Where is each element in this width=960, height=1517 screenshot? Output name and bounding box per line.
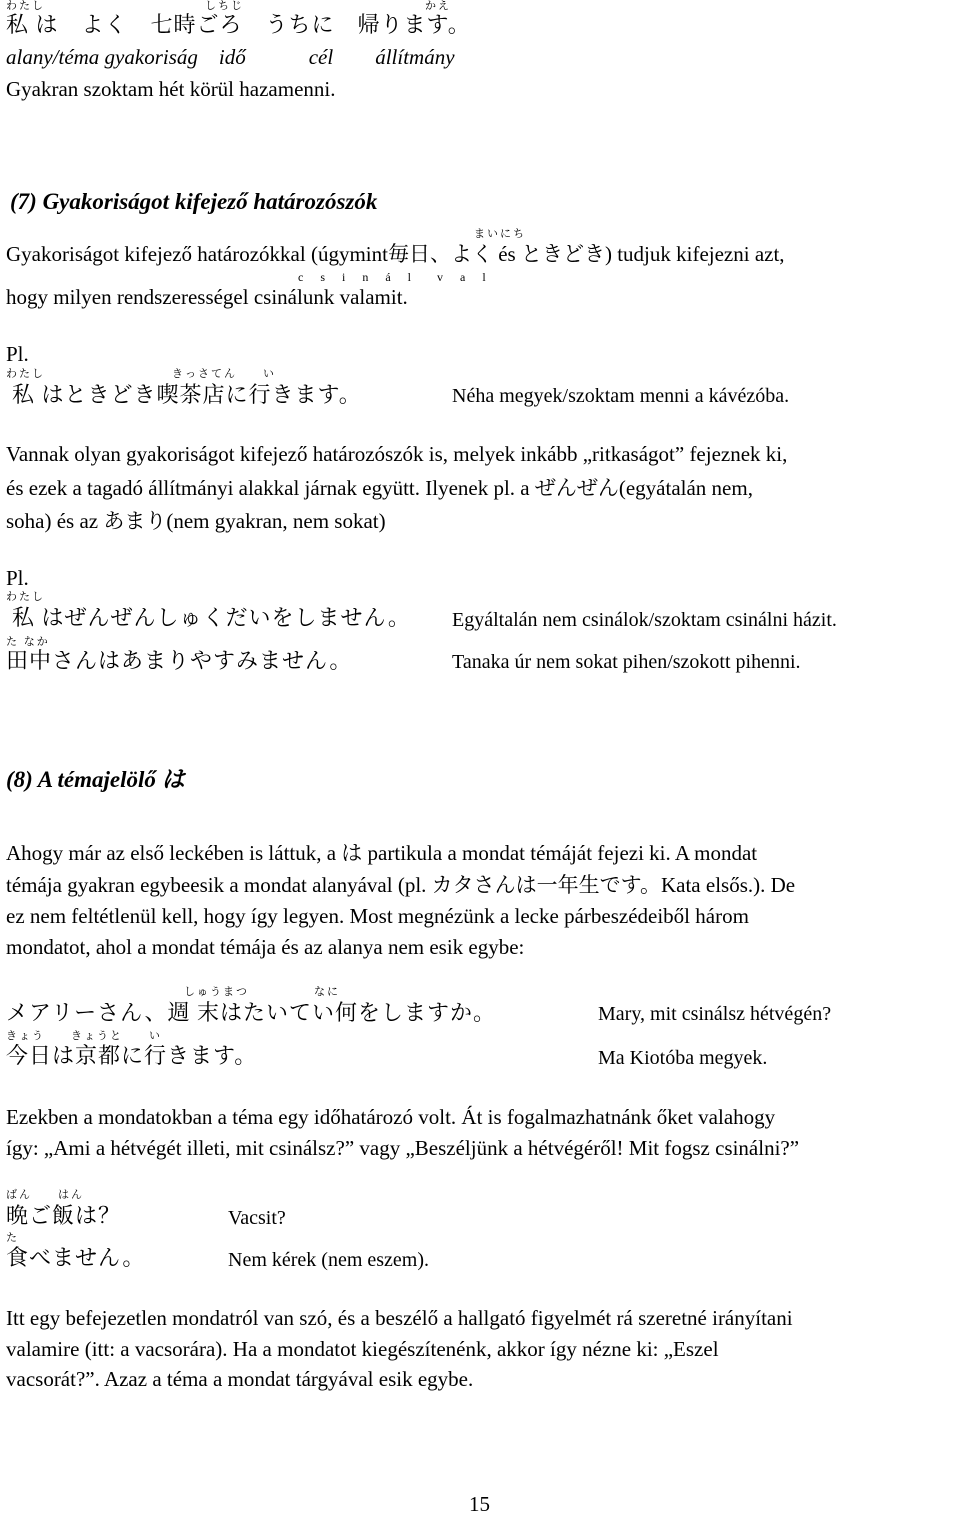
example-translation: Mary, mit csinálsz hétvégén? — [598, 1003, 832, 1025]
section-8-paragraph-2-line-2: így: „Ami a hétvégét illeti, mit csinálsz?” vagy „Beszéljünk a hétvégéről! Mit fogsz csinálni?” — [6, 1136, 800, 1160]
section-7-paragraph-2-line-1: Vannak olyan gyakoriságot kifejező határozószók is, melyek inkább „ritkaságot” fejeznek ki, — [6, 442, 788, 466]
section-7-paragraph-2-line-3: soha) és az あまり(nem gyakran, nem sokat) — [6, 509, 386, 533]
example-japanese: 晩ご飯は？ — [6, 1203, 122, 1228]
example-translation: Vacsit? — [228, 1207, 286, 1229]
ruby-mainichi: まいにち — [474, 228, 526, 240]
section-8-paragraph-line-1: Ahogy már az első leckében is láttuk, a は partikula a mondat témáját fejezi ki. A mondat — [6, 841, 758, 865]
ruby-tanaka: た なか — [6, 636, 50, 648]
translation-line: Gyakran szoktam hét körül hazamenni. — [6, 77, 336, 101]
example-japanese: 食べません。 — [6, 1245, 146, 1270]
section-8-paragraph-3-line-2: valamire (itt: a vacsorára). Ha a mondatot kiegészítenénk, akkor így nézne ki: „Eszel — [6, 1337, 719, 1361]
section-7-heading: (7) Gyakoriságot kifejező határozószók — [10, 189, 378, 214]
ruby-watashi: わたし — [6, 591, 45, 603]
section-7-paragraph-line-1: Gyakoriságot kifejező határozókkal (úgymint毎日、よく és ときどき) tudjuk kifejezni azt, — [6, 242, 785, 266]
japanese-sentence: 私 は よく 七時ごろ うちに 帰ります。 — [6, 12, 471, 37]
example-translation: Tanaka úr nem sokat pihen/szokott pihenni. — [452, 651, 801, 673]
section-8-paragraph-3-line-1: Itt egy befejezetlen mondatról van szó, és a beszélő a hallgató figyelmét rá szeretné irányítani — [6, 1306, 793, 1330]
spaced-annotation: c s i n á l v a l — [298, 270, 493, 284]
ruby-banhan: ばん はん — [6, 1189, 84, 1201]
section-8-paragraph-line-2: témája gyakran egybeesik a mondat alanyával (pl. カタさんは一年生です。Kata elsős.). De — [6, 873, 796, 897]
ruby-kae: かえ — [425, 0, 451, 12]
example-translation: Ma Kiotóba megyek. — [598, 1047, 768, 1069]
section-8-paragraph-2-line-1: Ezekben a mondatokban a téma egy időhatározó volt. Át is fogalmazhatnánk őket valahogy — [6, 1105, 776, 1129]
section-7-paragraph-2-line-2: és ezek a tagadó állítmányi alakkal járnak együtt. Ilyenek pl. a ぜんぜん(egyátalán nem, — [6, 476, 753, 500]
example-japanese: 今日は京都に行きます。 — [6, 1043, 258, 1068]
ruby-ta: た — [6, 1232, 19, 1244]
ruby-shuumatsu: しゅうまつ なに — [184, 986, 340, 998]
section-8-paragraph-line-3: ez nem feltétlenül kell, hogy így legyen. Most megnézünk a lecke párbeszédeiből három — [6, 904, 749, 928]
example-label: Pl. — [6, 566, 29, 590]
example-translation: Egyáltalán nem csinálok/szoktam csinálni házit. — [452, 609, 837, 631]
example-label: Pl. — [6, 342, 29, 366]
section-8-heading: (8) A témajelölő は — [6, 767, 185, 792]
section-8-paragraph-line-4: mondatot, ahol a mondat témája és az alanya nem esik egybe: — [6, 935, 525, 959]
example-japanese: メアリーさん、週 末はたいてい何をしますか。 — [6, 1000, 496, 1025]
example-translation: Néha megyek/szoktam menni a kávézóba. — [452, 385, 790, 407]
example-translation: Nem kérek (nem eszem). — [228, 1249, 430, 1271]
example-japanese: 私 はときどき喫茶店に行きます。 — [12, 382, 362, 407]
section-7-paragraph-line-2: hogy milyen rendszerességel csinálunk valamit. — [6, 285, 408, 309]
grammar-roles-line: alany/téma gyakoriság idő cél állítmány — [6, 45, 455, 69]
example-japanese: 田中さんはあまりやすみません。 — [6, 648, 353, 673]
page-number: 15 — [469, 1492, 490, 1516]
section-8-paragraph-3-line-3: vacsorát?”. Azaz a téma a mondat tárgyával esik egybe. — [6, 1367, 474, 1391]
ruby-shichiji: しちじ — [205, 0, 244, 12]
ruby-kyou: きょう きょうと い — [6, 1030, 162, 1042]
ruby-kissaten: きっさてん い — [172, 368, 276, 380]
example-japanese: 私 はぜんぜんしゅくだいをしません。 — [12, 605, 411, 630]
ruby-watashi: わたし — [6, 0, 45, 12]
ruby-watashi: わたし — [6, 368, 45, 380]
